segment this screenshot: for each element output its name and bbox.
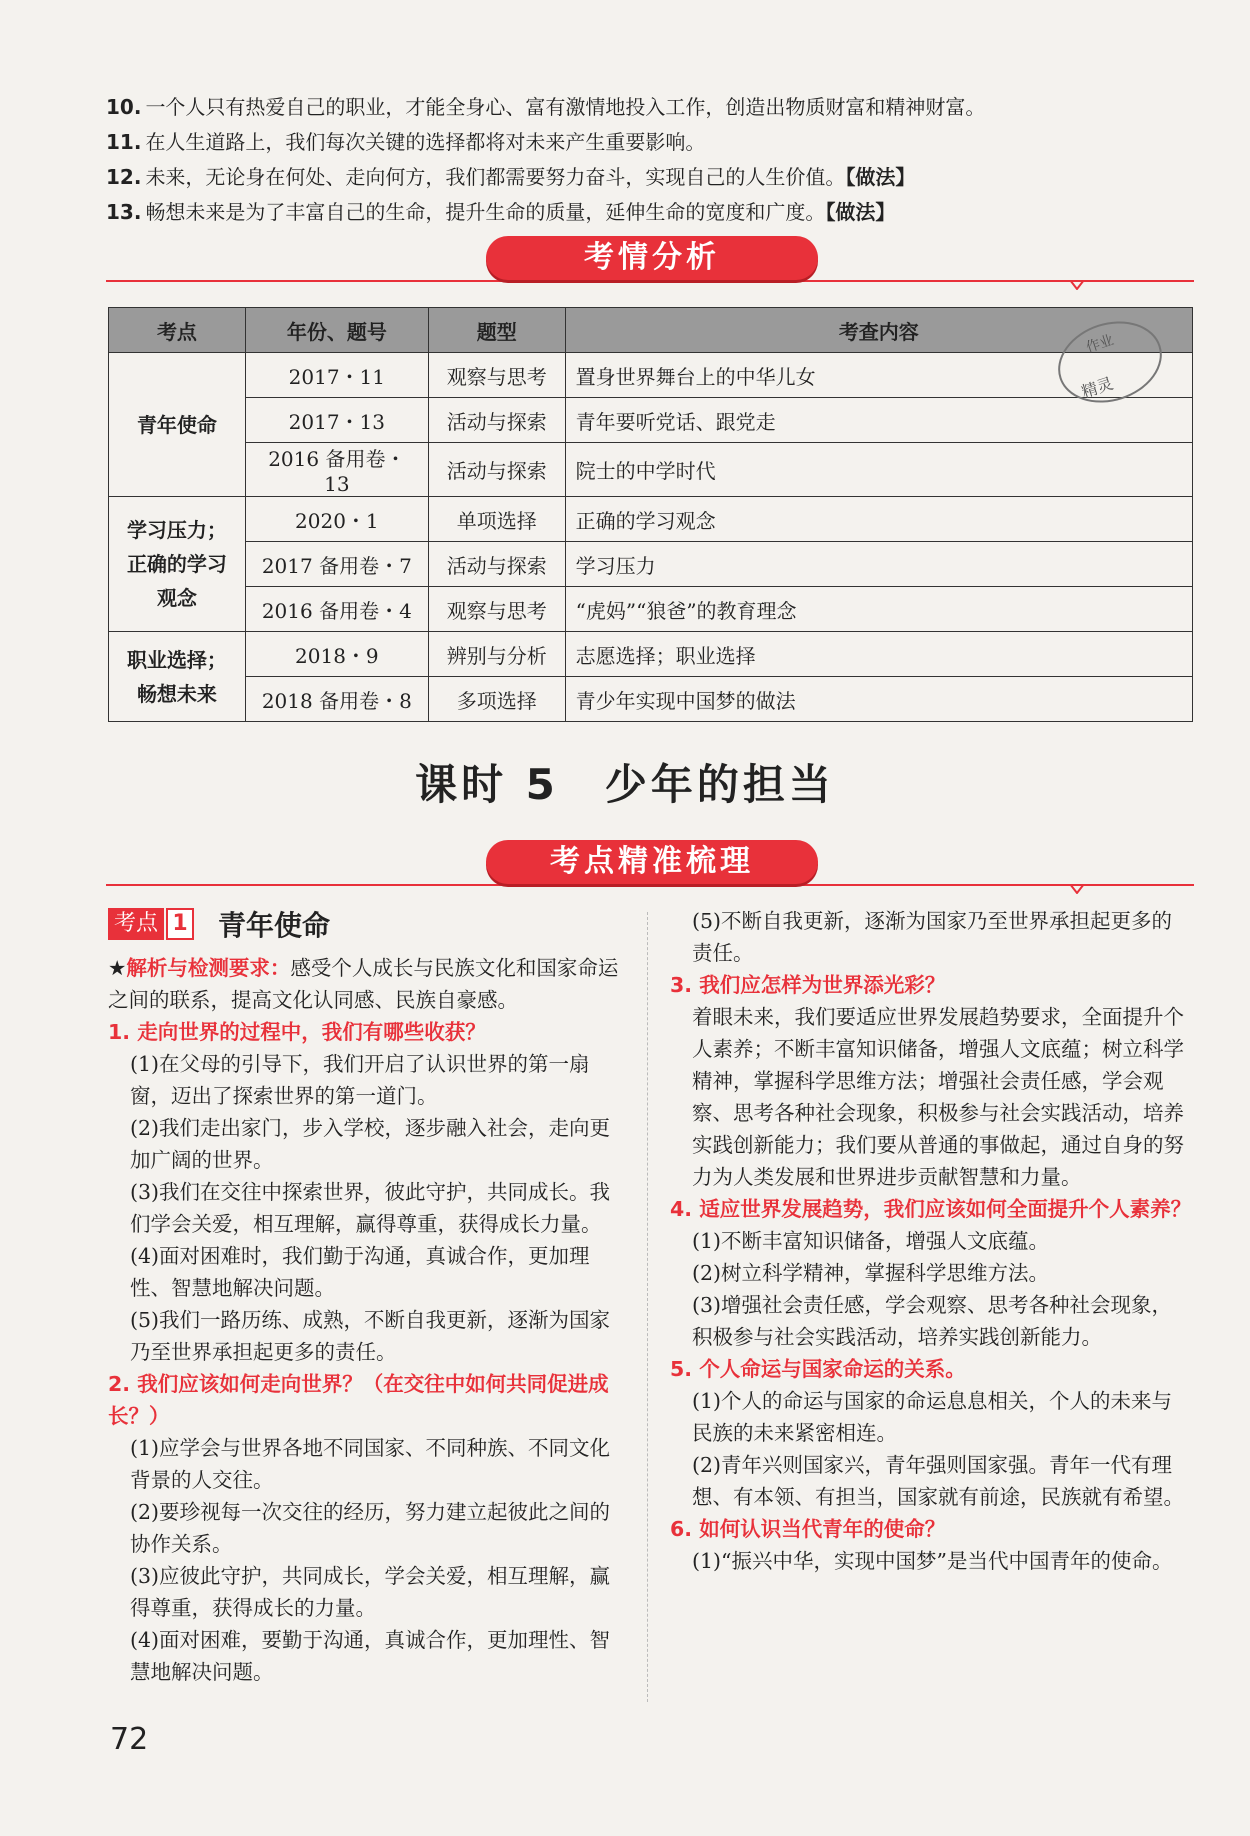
question-6: 6. 如何认识当代青年的使命？ — [670, 1517, 946, 1541]
exam-analysis-banner: 考情分析 — [486, 236, 818, 280]
list-item: (2)我们走出家门，步入学校，逐步融入社会，走向更加广阔的世界。 — [130, 1116, 611, 1172]
question-5: 5. 个人命运与国家命运的关系。 — [670, 1357, 966, 1381]
method-tag: 【做法】 — [845, 165, 916, 189]
method-tag: 【做法】 — [825, 200, 896, 224]
list-item: (1)个人的命运与国家的命运息息相关，个人的未来与民族的未来紧密相连。 — [692, 1389, 1173, 1445]
banner-rule — [106, 884, 1194, 886]
top-statements — [106, 90, 1186, 230]
list-item: (3)我们在交往中探索世界，彼此守护，共同成长。我们学会关爱，相互理解，赢得尊重，获得成长力量。 — [130, 1180, 611, 1236]
list-item: (1)不断丰富知识储备，增强人文底蕴。 — [692, 1229, 1050, 1253]
statement-11: 11. 在人生道路上，我们每次关键的选择都将对未来产生重要影响。 — [106, 130, 706, 154]
right-column — [670, 905, 1192, 1577]
list-item: (5)不断自我更新，逐渐为国家乃至世界承担起更多的责任。 — [692, 909, 1173, 965]
kp-cell: 青年使命 — [109, 353, 246, 497]
kp-cell: 学习压力； 正确的学习 观念 — [109, 497, 246, 632]
question-4: 4. 适应世界发展趋势，我们应该如何全面提升个人素养？ — [670, 1197, 1192, 1221]
table-row: 2016 备用卷・4 观察与思考 “虎妈”“狼爸”的教育理念 — [109, 587, 1193, 632]
list-item: (1)在父母的引导下，我们开启了认识世界的第一扇窗，迈出了探索世界的第一道门。 — [130, 1052, 590, 1108]
stamp-text-top: 作业 — [1084, 332, 1116, 357]
requirement: ★解析与检测要求：感受个人成长与民族文化和国家命运之间的联系，提高文化认同感、民族自豪感。 — [108, 956, 619, 1012]
table-row: 2018 备用卷・8 多项选择 青少年实现中国梦的做法 — [109, 677, 1193, 722]
table-row: 2017・13 活动与探索 青年要听党话、跟党走 — [109, 398, 1193, 443]
list-item: (5)我们一路历练、成熟，不断自我更新，逐渐为国家乃至世界承担起更多的责任。 — [130, 1308, 611, 1364]
list-item: (2)树立科学精神，掌握科学思维方法。 — [692, 1261, 1050, 1285]
banner-rule — [106, 280, 1194, 282]
kaodian-heading — [108, 908, 330, 940]
notch-icon — [1070, 280, 1084, 290]
notch-icon — [1070, 884, 1084, 894]
exam-analysis-banner-wrap — [106, 236, 1194, 296]
star-icon: ★ — [108, 956, 127, 980]
question-3: 3. 我们应怎样为世界添光彩？ — [670, 973, 946, 997]
list-item: (1)应学会与世界各地不同国家、不同种族、不同文化背景的人交往。 — [130, 1436, 611, 1492]
stamp-icon — [1052, 316, 1168, 408]
table-row: 学习压力； 正确的学习 观念 2020・1 单项选择 正确的学习观念 — [109, 497, 1193, 542]
lesson-title: 课时 5 少年的担当 — [415, 760, 835, 809]
table-row: 2017 备用卷・7 活动与探索 学习压力 — [109, 542, 1193, 587]
statement-13: 13. 畅想未来是为了丰富自己的生命，提升生命的质量，延伸生命的宽度和广度。【做法】 — [106, 200, 896, 224]
col-header: 题型 — [428, 308, 565, 353]
statement-12: 12. 未来，无论身在何处、走向何方，我们都需要努力奋斗，实现自己的人生价值。【做法】 — [106, 165, 916, 189]
key-points-banner-wrap — [106, 840, 1194, 900]
table-row: 2016 备用卷・13 活动与探索 院士的中学时代 — [109, 443, 1193, 497]
table-header-row — [109, 308, 1193, 353]
kaodian-title: 青年使命 — [218, 909, 331, 942]
exam-analysis-table — [108, 307, 1193, 722]
col-header: 考点 — [109, 308, 246, 353]
kp-cell: 职业选择； 畅想未来 — [109, 632, 246, 722]
list-item: (2)要珍视每一次交往的经历，努力建立起彼此之间的协作关系。 — [130, 1500, 611, 1556]
col-header: 年份、题号 — [245, 308, 428, 353]
paragraph: 着眼未来，我们要适应世界发展趋势要求，全面提升个人素养；不断丰富知识储备，增强人文底蕴；树立科学精神，掌握科学思维方法；增强社会责任感，学会观察、思考各种社会现象，积极参与社会实践活动，培养实践创新能力；我们要从普通的事做起，通过自身的努力为人类发展和世界进步贡献智慧和力量。 — [692, 1005, 1184, 1189]
table-row: 职业选择； 畅想未来 2018・9 辨别与分析 志愿选择；职业选择 — [109, 632, 1193, 677]
page-number: 72 — [110, 1722, 149, 1757]
list-item: (1)“振兴中华，实现中国梦”是当代中国青年的使命。 — [692, 1549, 1173, 1573]
list-item: (3)应彼此守护，共同成长，学会关爱，相互理解，赢得尊重，获得成长的力量。 — [130, 1564, 611, 1620]
stamp-text-bottom: 精灵 — [1079, 373, 1116, 402]
list-item: (4)面对困难，要勤于沟通，真诚合作，更加理性、智慧地解决问题。 — [130, 1628, 611, 1684]
statement-10: 10. 一个人只有热爱自己的职业，才能全身心、富有激情地投入工作，创造出物质财富和精神财富。 — [106, 95, 986, 119]
key-points-banner: 考点精准梳理 — [486, 840, 818, 884]
left-column — [108, 952, 628, 1688]
col-header: 考查内容 — [565, 308, 1192, 353]
question-2: 2. 我们应该如何走向世界？（在交往中如何共同促进成长？） — [108, 1372, 609, 1428]
list-item: (3)增强社会责任感，学会观察、思考各种社会现象，积极参与社会实践活动，培养实践创新能力。 — [692, 1293, 1173, 1349]
kaodian-label: 考点 — [108, 908, 164, 940]
column-divider — [647, 912, 648, 1702]
list-item: (2)青年兴则国家兴，青年强则国家强。青年一代有理想、有本领、有担当，国家就有前途，民族就有希望。 — [692, 1453, 1184, 1509]
question-1: 1. 走向世界的过程中，我们有哪些收获？ — [108, 1020, 486, 1044]
kaodian-number: 1 — [166, 908, 194, 940]
table-row: 青年使命 2017・11 观察与思考 置身世界舞台上的中华儿女 — [109, 353, 1193, 398]
list-item: (4)面对困难时，我们勤于沟通，真诚合作，更加理性、智慧地解决问题。 — [130, 1244, 590, 1300]
